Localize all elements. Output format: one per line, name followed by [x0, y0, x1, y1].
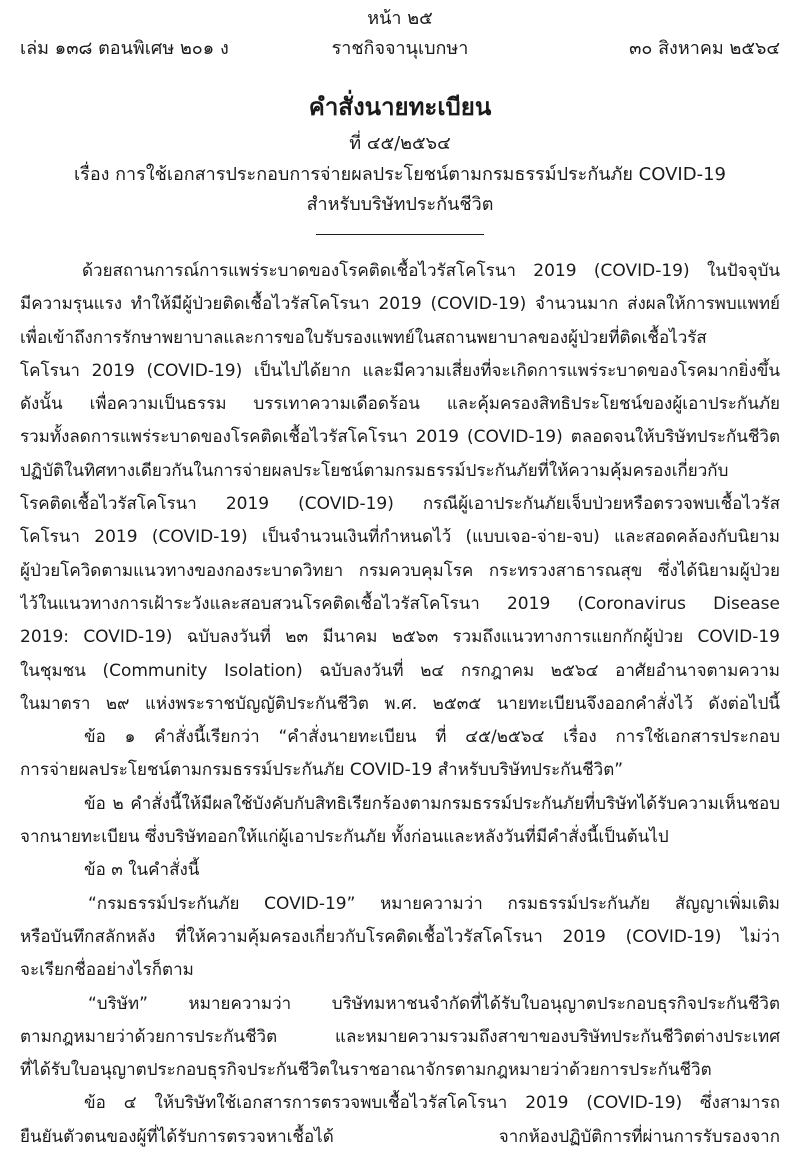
body-line: โรคติดเชื้อไวรัสโคโรนา 2019 (COVID-19) กรณีผู้เอาประกันภัยเจ็บป่วยหรือตรวจพบเชื้อไวรัส: [20, 494, 780, 515]
gazette-header: [20, 36, 780, 62]
subject-line-2: สำหรับบริษัทประกันชีวิต: [306, 194, 494, 215]
order-subject: [0, 160, 800, 220]
body-line: จากนายทะเบียน ซึ่งบริษัทออกให้แก่ผู้เอาประกันภัย ทั้งก่อนและหลังวันที่มีคำสั่งนี้เป็นต้นไป: [20, 827, 669, 848]
body-line: ไว้ในแนวทางการเฝ้าระวังและสอบสวนโรคติดเชื้อไวรัสโคโรนา 2019 (Coronavirus Disease: [20, 593, 780, 614]
body-line: มีความรุนแรง ทำให้มีผู้ป่วยติดเชื้อไวรัสโคโรนา 2019 (COVID-19) จำนวนมาก ส่งผลให้การพบแพทย์: [20, 294, 780, 315]
clause-4: ข้อ ๔ ให้บริษัทใช้เอกสารการตรวจพบเชื้อไวรัสโคโรนา 2019 (COVID-19) ซึ่งสามารถ: [84, 1093, 780, 1114]
body-line: ด้วยสถานการณ์การแพร่ระบาดของโรคติดเชื้อไวรัสโคโรนา 2019 (COVID-19) ในปัจจุบัน: [82, 261, 780, 281]
order-body: [20, 255, 780, 1154]
order-title: คำสั่งนายทะเบียน: [308, 93, 492, 121]
order-number: ที่ ๔๕/๒๕๖๔: [349, 133, 451, 154]
definition-covid-policy: “กรมธรรม์ประกันภัย COVID-19” หมายความว่า กรมธรรม์ประกันภัย สัญญาเพิ่มเติม: [88, 893, 780, 914]
body-line: ที่ได้รับใบอนุญาตประกอบธุรกิจประกันชีวิตในราชอาณาจักรตามกฎหมายว่าด้วยการประกันชีวิต: [20, 1060, 712, 1081]
subject-line-1: เรื่อง การใช้เอกสารประกอบการจ่ายผลประโยชน์ตามกรมธรรม์ประกันภัย COVID-19: [74, 164, 726, 185]
publication-date: ๓๐ สิงหาคม ๒๕๖๔: [629, 38, 780, 59]
body-line: จะเรียกชื่ออย่างไรก็ตาม: [20, 960, 194, 981]
definition-company: “บริษัท” หมายความว่า บริษัทมหาชนจำกัดที่ได้รับใบอนุญาตประกอบธุรกิจประกันชีวิต: [88, 993, 780, 1014]
body-line: 2019: COVID-19) ฉบับลงวันที่ ๒๓ มีนาคม ๒๕๖๓ รวมถึงแนวทางการแยกกักผู้ป่วย COVID-19: [20, 627, 780, 648]
volume-issue: เล่ม ๑๓๘ ตอนพิเศษ ๒๐๑ ง: [20, 38, 229, 59]
clause-3: ข้อ ๓ ในคำสั่งนี้: [84, 860, 200, 881]
body-line: ดังนั้น เพื่อความเป็นธรรม บรรเทาความเดือดร้อน และคุ้มครองสิทธิประโยชน์ของผู้เอาประกันภัย: [20, 394, 780, 415]
body-line: ตามกฎหมายว่าด้วยการประกันชีวิต และหมายความรวมถึงสาขาของบริษัทประกันชีวิตต่างประเทศ: [20, 1026, 780, 1047]
body-line: ในชุมชน (Community Isolation) ฉบับลงวันที่ ๒๔ กรกฎาคม ๒๕๖๔ อาศัยอำนาจตามความ: [20, 660, 780, 681]
clause-2: ข้อ ๒ คำสั่งนี้ให้มีผลใช้บังคับกับสิทธิเรียกร้องตามกรมธรรม์ประกันภัยที่บริษัทได้รับความเห็นชอบ: [84, 793, 780, 814]
body-line: โคโรนา 2019 (COVID-19) เป็นจำนวนเงินที่กำหนดไว้ (แบบเจอ-จ่าย-จบ) และสอดคล้องกับนิยาม: [20, 527, 780, 548]
publication-name: ราชกิจจานุเบกษา: [331, 38, 469, 59]
body-line: ปฏิบัติในทิศทางเดียวกันในการจ่ายผลประโยชน์ตามกรมธรรม์ประกันภัยที่ให้ความคุ้มครองเกี่ยวกับ: [20, 460, 729, 481]
body-line: เพื่อเข้าถึงการรักษาพยาบาลและการขอใบรับรองแพทย์ในสถานพยาบาลของผู้ป่วยที่ติดเชื้อไวรัส: [20, 327, 707, 348]
clause-1: ข้อ ๑ คำสั่งนี้เรียกว่า “คำสั่งนายทะเบียน ที่ ๔๕/๒๕๖๔ เรื่อง การใช้เอกสารประกอบ: [84, 727, 780, 748]
page-number: หน้า ๒๕: [367, 8, 433, 29]
body-line: รวมทั้งลดการแพร่ระบาดของโรคติดเชื้อไวรัสโคโรนา 2019 (COVID-19) ตลอดจนให้บริษัทประกันชีวิต: [20, 427, 780, 448]
body-line: ผู้ป่วยโควิดตามแนวทางของกองระบาดวิทยา กรมควบคุมโรค กระทรวงสาธารณสุข ซึ่งได้นิยามผู้ป่วย: [20, 560, 780, 581]
body-line: ยืนยันตัวตนของผู้ที่ได้รับการตรวจหาเชื้อได้ จากห้องปฏิบัติการที่ผ่านการรับรองจาก: [20, 1126, 780, 1147]
body-line: โคโรนา 2019 (COVID-19) เป็นไปได้ยาก และมีความเสี่ยงที่จะเกิดการแพร่ระบาดของโรคมากยิ่งขึ้น: [20, 360, 780, 381]
title-divider: [316, 234, 484, 235]
body-line: การจ่ายผลประโยชน์ตามกรมธรรม์ประกันภัย COVID-19 สำหรับบริษัทประกันชีวิต”: [20, 760, 624, 781]
body-line: หรือบันทึกสลักหลัง ที่ให้ความคุ้มครองเกี่ยวกับโรคติดเชื้อไวรัสโคโรนา 2019 (COVID-19) ไม่ว่า: [20, 926, 780, 947]
body-line: ในมาตรา ๒๙ แห่งพระราชบัญญัติประกันชีวิต พ.ศ. ๒๕๓๕ นายทะเบียนจึงออกคำสั่งไว้ ดังต่อไปนี้: [20, 693, 780, 714]
